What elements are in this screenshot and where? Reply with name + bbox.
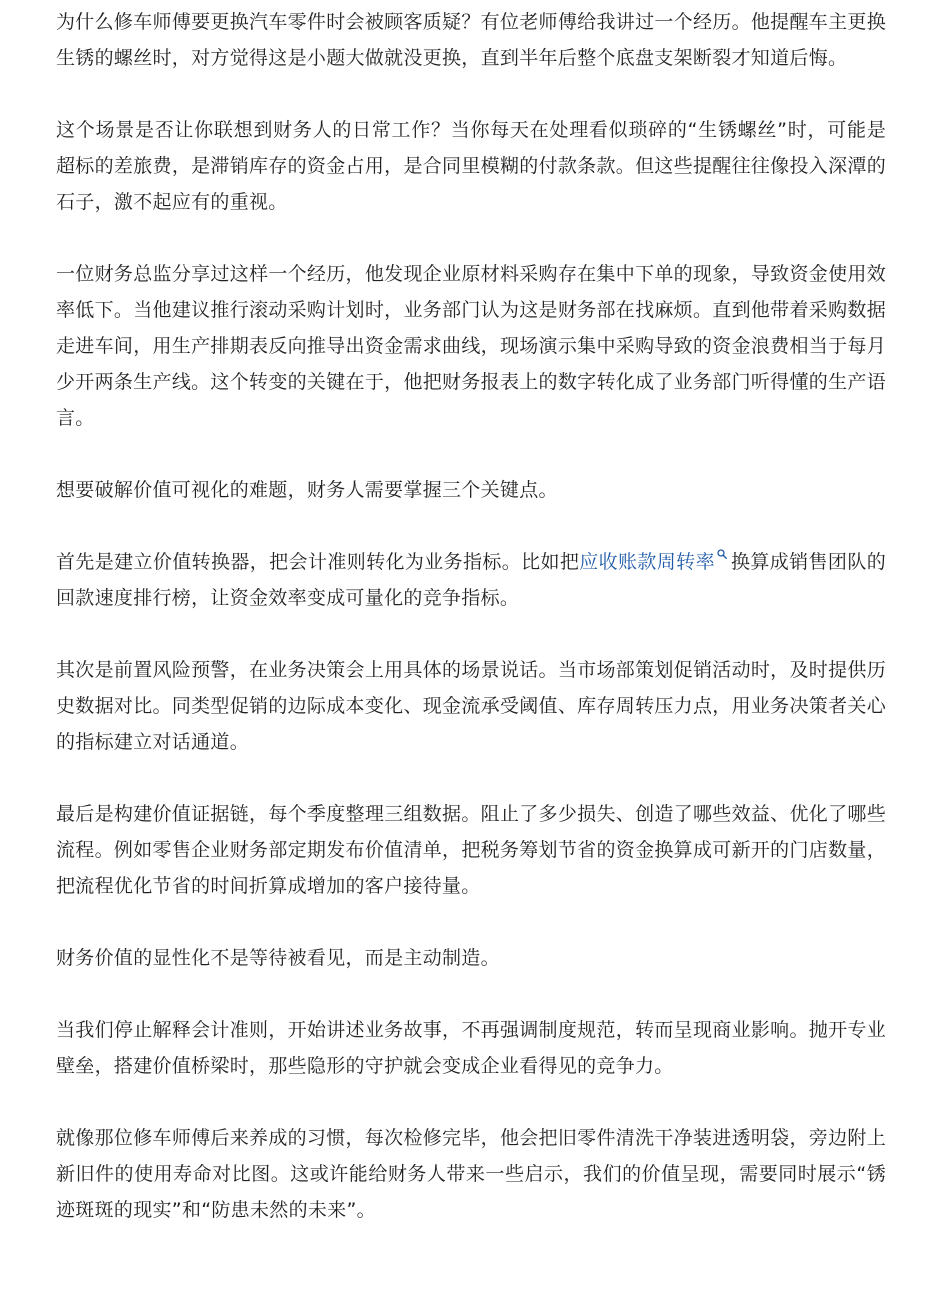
paragraph-9: 当我们停止解释会计准则，开始讲述业务故事，不再强调制度规范，转而呈现商业影响。抛开专业壁垒，搭建价值桥梁时，那些隐形的守护就会变成企业看得见的竞争力。 — [56, 1019, 886, 1077]
paragraph-8: 财务价值的显性化不是等待被看见，而是主动制造。 — [56, 947, 500, 969]
paragraph-1: 为什么修车师傅要更换汽车零件时会被顾客质疑？有位老师傅给我讲过一个经历。他提醒车主更换生锈的螺丝时，对方觉得这是小题大做就没更换，直到半年后整个底盘支架断裂才知道后悔。 — [56, 11, 886, 69]
paragraph-10: 就像那位修车师傅后来养成的习惯，每次检修完毕，他会把旧零件清洗干净装进透明袋，旁边附上新旧件的使用寿命对比图。这或许能给财务人带来一些启示，我们的价值呈现，需要同时展示“锈迹斑斑的现实”和“防患未然的未来”。 — [56, 1127, 886, 1221]
receivables-turnover-link[interactable]: 应收账款周转率 — [579, 551, 715, 573]
paragraph-5-text-after: 换算成销售团队的回款速度排行榜，让资金效率变成可量化的竞争指标。 — [56, 551, 886, 609]
paragraph-2: 这个场景是否让你联想到财务人的日常工作？当你每天在处理看似琐碎的“生锈螺丝”时，可能是超标的差旅费，是滞销库存的资金占用，是合同里模糊的付款条款。但这些提醒往往像投入深潭的石子，激不起应有的重视。 — [56, 119, 886, 213]
search-icon[interactable] — [717, 549, 727, 559]
paragraph-3: 一位财务总监分享过这样一个经历，他发现企业原材料采购存在集中下单的现象，导致资金使用效率低下。当他建议推行滚动采购计划时，业务部门认为这是财务部在找麻烦。直到他带着采购数据走进车间，用生产排期表反向推导出资金需求曲线，现场演示集中采购导致的资金浪费相当于每月少开两条生产线。这个转变的关键在于，他把财务报表上的数字转化成了业务部门听得懂的生产语言。 — [56, 263, 886, 429]
paragraph-7: 最后是构建价值证据链，每个季度整理三组数据。阻止了多少损失、创造了哪些效益、优化了哪些流程。例如零售企业财务部定期发布价值清单，把税务筹划节省的资金换算成可新开的门店数量，把流程优化节省的时间折算成增加的客户接待量。 — [56, 803, 886, 897]
paragraph-4: 想要破解价值可视化的难题，财务人需要掌握三个关键点。 — [56, 479, 558, 501]
paragraph-6: 其次是前置风险预警，在业务决策会上用具体的场景说话。当市场部策划促销活动时，及时提供历史数据对比。同类型促销的边际成本变化、现金流承受阈值、库存周转压力点，用业务决策者关心的指标建立对话通道。 — [56, 659, 886, 753]
paragraph-5 — [56, 544, 886, 616]
article-body — [56, 4, 886, 1264]
paragraph-5-text-before: 首先是建立价值转换器，把会计准则转化为业务指标。比如把 — [56, 551, 580, 573]
